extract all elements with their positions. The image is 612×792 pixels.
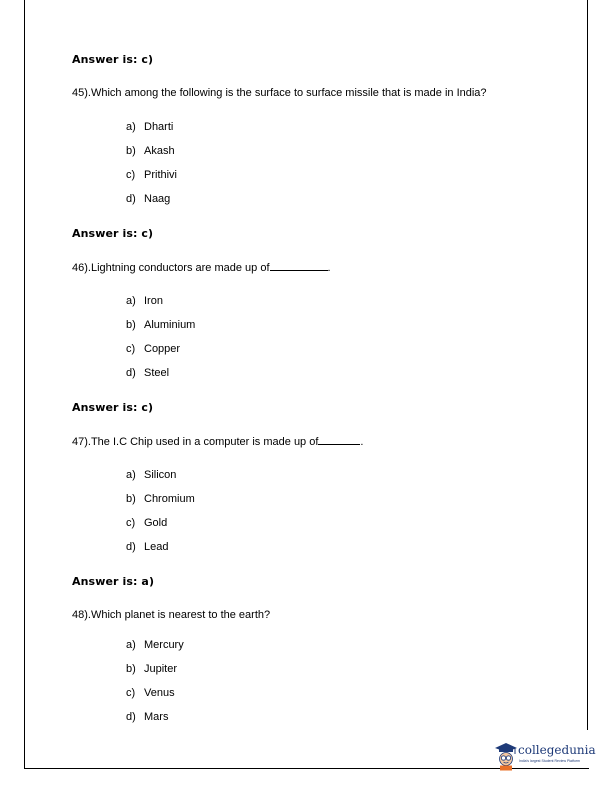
- option-text: Copper: [144, 343, 181, 355]
- question-text: 47).The I.C Chip used in a computer is made up of: [72, 436, 319, 448]
- question-text: 46).Lightning conductors are made up of: [72, 262, 270, 274]
- option-label: d): [126, 541, 136, 553]
- option-label: a): [126, 469, 136, 481]
- answer-44: Answer is: c): [72, 53, 154, 66]
- option-text: Jupiter: [144, 663, 178, 675]
- answer-47: Answer is: a): [72, 575, 155, 588]
- option-text: Steel: [144, 367, 170, 379]
- q48-option-a: [126, 639, 184, 651]
- q46-option-d: [126, 367, 169, 379]
- option-text: Dharti: [144, 121, 174, 133]
- page-border-left: [24, 0, 25, 769]
- question-45: 45).Which among the following is the surface to surface missile that is made in India?: [72, 87, 487, 99]
- option-text: Aluminium: [144, 319, 196, 331]
- q45-option-b: [126, 145, 175, 157]
- option-text: Akash: [144, 145, 175, 157]
- option-text: Silicon: [144, 469, 177, 481]
- option-label: c): [126, 169, 136, 181]
- q45-option-a: [126, 121, 173, 133]
- answer-blank: [270, 261, 328, 271]
- q45-option-d: [126, 193, 170, 205]
- option-text: Gold: [144, 517, 168, 529]
- q47-option-a: [126, 469, 176, 481]
- option-label: d): [126, 711, 136, 723]
- collegedunia-logo[interactable]: [494, 741, 596, 771]
- q48-option-b: [126, 663, 177, 675]
- option-label: c): [126, 517, 136, 529]
- option-text: Venus: [144, 687, 175, 699]
- option-text: Iron: [144, 295, 163, 307]
- option-text: Mercury: [144, 639, 184, 651]
- q47-option-b: [126, 493, 195, 505]
- option-label: b): [126, 493, 136, 505]
- option-text: Prithivi: [144, 169, 178, 181]
- option-label: c): [126, 687, 136, 699]
- option-label: d): [126, 193, 136, 205]
- logo-tagline: India's largest Student Review Platform: [519, 759, 580, 763]
- question-47: [72, 435, 363, 448]
- q46-option-c: [126, 343, 180, 355]
- logo-wordmark: collegedunia: [518, 743, 596, 757]
- q47-option-d: [126, 541, 168, 553]
- q46-option-a: [126, 295, 163, 307]
- q48-option-d: [126, 711, 168, 723]
- question-46: [72, 261, 331, 274]
- option-label: b): [126, 145, 136, 157]
- answer-blank: [318, 435, 360, 445]
- q47-option-c: [126, 517, 167, 529]
- option-label: a): [126, 295, 136, 307]
- option-text: Lead: [144, 541, 169, 553]
- graduate-mascot-icon: [494, 741, 518, 771]
- option-label: d): [126, 367, 136, 379]
- q48-option-c: [126, 687, 175, 699]
- question-suffix: .: [327, 262, 331, 274]
- option-label: a): [126, 121, 136, 133]
- option-text: Mars: [144, 711, 169, 723]
- q45-option-c: [126, 169, 177, 181]
- question-suffix: .: [360, 436, 364, 448]
- option-label: b): [126, 319, 136, 331]
- answer-46: Answer is: c): [72, 401, 154, 414]
- answer-45: Answer is: c): [72, 227, 154, 240]
- option-text: Chromium: [144, 493, 195, 505]
- option-label: c): [126, 343, 136, 355]
- option-text: Naag: [144, 193, 171, 205]
- q46-option-b: [126, 319, 195, 331]
- question-48: 48).Which planet is nearest to the earth?: [72, 609, 271, 621]
- option-label: b): [126, 663, 136, 675]
- option-label: a): [126, 639, 136, 651]
- page-border-right: [587, 0, 588, 730]
